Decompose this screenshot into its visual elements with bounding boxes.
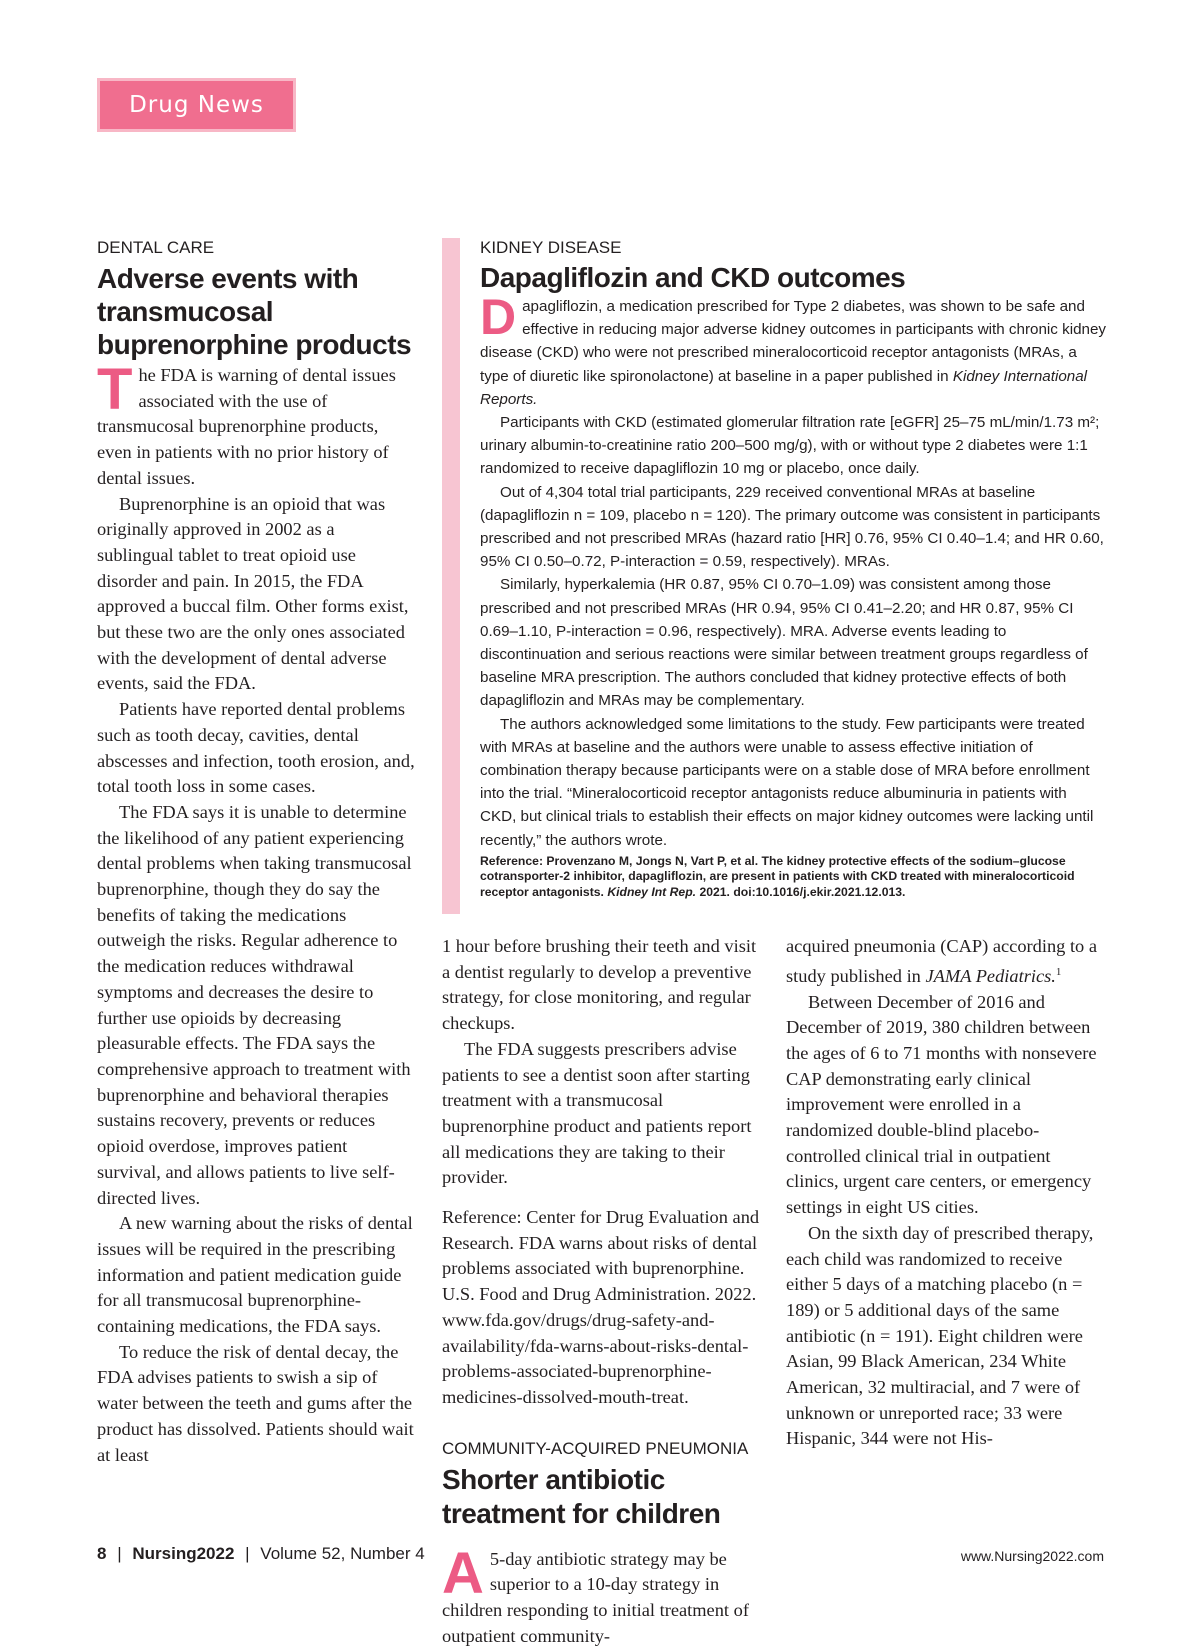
section-badge xyxy=(97,78,296,132)
footer-separator-1: | xyxy=(117,1544,122,1563)
kidney-headline: Dapagliflozin and CKD outcomes xyxy=(480,262,906,293)
dental-paragraph-2: Buprenorphine is an opioid that was originally approved in 2002 as a sublingual tablet to treat opioid use disorder and pain. In 2015, the FDA approved a buccal film. Other forms exist, but these two are the only ones associated with the development of dental adverse events, said the FDA. xyxy=(97,493,409,694)
dental-kicker: DENTAL CARE xyxy=(97,238,215,257)
kidney-reference-tail: 2021. doi:10.1016/j.ekir.2021.12.013. xyxy=(699,884,906,899)
footer-url[interactable]: www.Nursing2022.com xyxy=(960,1548,1104,1564)
pneumonia-paragraph-3: Between December of 2016 and December of 2019, 380 children between the ages of 6 to 71 months with nonsevere CAP demonstrating early clinical improvement were enrolled in a randomized double-blind placebo-controlled clinical trial in outpatient clinics, urgent care centers, or emergency settings in eight US cities. xyxy=(786,991,1097,1218)
kidney-paragraph-5: The authors acknowledged some limitations to the study. Few participants were treated with MRAs at baseline and the authors were unable to assess effective initiation of combination therapy because participants were on a stable dose of MRA before enrollment into the trial. “Mineralocorticoid receptor antagonists reduce albuminuria in patients with CKD, but clinical trials to establish their effects on major kidney outcomes were lacking until recently,” the authors wrote. xyxy=(480,715,1094,849)
kidney-reference xyxy=(480,854,1106,901)
kidney-reference-text: Reference: Provenzano M, Jongs N, Vart P, et al. The kidney protective effects of the sodium–glucose cotransporter-2 inhibitor, dapagliflozin, are present in patients with CKD treated with mineralocorticoid receptor antagonists. xyxy=(480,853,1075,899)
footer-left xyxy=(97,1544,425,1564)
dental-paragraph-4: The FDA says it is unable to determine the likelihood of any patient experiencing dental problems when taking transmucosal buprenorphine, though they do say the benefits of taking the medications outweigh the risks. Regular adherence to the medication reduces withdrawal symptoms and decreases the desire to further use opioids by decreasing pleasurable effects. The FDA says the comprehensive approach to treatment with buprenorphine and behavioral therapies sustains recovery, prevents or reduces opioid overdose, improves patient survival, and allows patients to live self-directed lives. xyxy=(97,801,412,1208)
dental-headline: Adverse events with transmucosal buprenorphine products xyxy=(97,263,412,360)
dental-article xyxy=(97,238,415,1468)
pneumonia-paragraph-1: 5-day antibiotic strategy may be superior to a 10-day strategy in children responding to initial treatment of outpatient community- xyxy=(442,1548,749,1646)
pneumonia-journal-name: JAMA Pediatrics. xyxy=(925,965,1056,986)
pneumonia-citation: 1 xyxy=(1055,965,1062,978)
pneumonia-headline: Shorter antibiotic treatment for children xyxy=(442,1463,721,1529)
pneumonia-drop-cap: A xyxy=(442,1540,484,1606)
issue-info: Volume 52, Number 4 xyxy=(260,1544,425,1563)
dental-drop-cap: T xyxy=(97,357,133,422)
pneumonia-article-continued xyxy=(786,934,1106,1452)
kidney-accent-bar xyxy=(442,238,460,914)
pneumonia-paragraph-2: acquired pneumonia (CAP) according to a study published in xyxy=(786,936,1098,986)
dental-paragraph-7: 1 hour before brushing their teeth and visit a dentist regularly to develop a preventive strategy, for close monitoring, and regular checkups. xyxy=(442,936,757,1034)
kidney-reference-journal: Kidney Int Rep. xyxy=(607,884,697,899)
dental-reference: Reference: Center for Drug Evaluation and Research. FDA warns about risks of dental problems associated with buprenorphine. U.S. Food and Drug Administration. 2022. www.fda.gov/drugs/drug-safety-and-availability/fda-warns-about-risks-dental-problems-associated-buprenorphine-medicines-dissolved-mouth-treat. xyxy=(442,1207,760,1407)
publication-name: Nursing2022 xyxy=(132,1544,235,1563)
kidney-drop-cap: D xyxy=(480,289,517,345)
footer-separator-2: | xyxy=(245,1544,250,1563)
kidney-paragraph-4: Similarly, hyperkalemia (HR 0.87, 95% CI 0.70–1.09) was consistent among those prescribed and not prescribed MRAs (HR 0.94, 95% CI 0.41–2.20; and HR 0.87, 95% CI 0.69–1.10, P-interaction = 0.96, respectively). MRA. Adverse events leading to discontinuation and serious reactions were similar between treatment groups regardless of baseline MRA prescription. The authors concluded that kidney protective effects of both dapagliflozin and MRAs may be complementary. xyxy=(480,576,1088,710)
dental-paragraph-5: A new warning about the risks of dental issues will be required in the prescribing information and patient medication guide for all transmucosal buprenorphine-containing medications, the FDA says. xyxy=(97,1213,413,1337)
dental-paragraph-3: Patients have reported dental problems such as tooth decay, cavities, dental abscesses and infection, tooth erosion, and, total tooth loss in some cases. xyxy=(97,699,415,797)
kidney-paragraph-3: Out of 4,304 total trial participants, 229 received conventional MRAs at baseline (dapagliflozin n = 109, placebo n = 120). The primary outcome was consistent in participants prescribed and not prescribed MRAs (hazard ratio [HR] 0.76, 95% CI 0.40–1.4; and HR 0.60, 95% CI 0.50–0.72, P-interaction = 0.59, respectively). MRAs. xyxy=(480,483,1104,571)
kidney-kicker: KIDNEY DISEASE xyxy=(480,238,622,257)
kidney-article xyxy=(480,238,1106,900)
kidney-journal-name: Kidney International Reports. xyxy=(480,367,1088,408)
dental-paragraph-6: To reduce the risk of dental decay, the FDA advises patients to swish a sip of water between the teeth and gums after the product has dissolved. Patients should wait at least xyxy=(97,1341,414,1465)
pneumonia-kicker: COMMUNITY-ACQUIRED PNEUMONIA xyxy=(442,1438,749,1458)
dental-article-continued xyxy=(442,934,762,1649)
dental-paragraph-8: The FDA suggests prescribers advise patients to see a dentist soon after starting treatment with a transmucosal buprenorphine product and patients report all medications they are taking to their provider. xyxy=(442,1038,752,1188)
pneumonia-paragraph-4: On the sixth day of prescribed therapy, each child was randomized to receive either 5 days of a matching placebo (n = 189) or 5 additional days of the same antibiotic (n = 191). Eight children were Asian, 99 Black American, 234 White American, 32 multiracial, and 7 were of unknown or unreported race; 33 were Hispanic, 344 were not His- xyxy=(786,1222,1094,1449)
section-badge-label: Drug News xyxy=(129,92,264,118)
dental-paragraph-1: he FDA is warning of dental issues associated with the use of transmucosal buprenorphine products, even in patients with no prior history of dental issues. xyxy=(97,365,396,488)
kidney-paragraph-1: apagliflozin, a medication prescribed for Type 2 diabetes, was shown to be safe and effective in reducing major adverse kidney outcomes in participants with chronic kidney disease (CKD) who were not prescribed mineralocorticoid receptor antagonists (MRAs, a type of diuretic like spironolactone) at baseline in a paper published in xyxy=(480,298,1106,385)
kidney-paragraph-2: Participants with CKD (estimated glomerular filtration rate [eGFR] 25–75 mL/min/1.73 m²; urinary albumin-to-creatinine ratio 200–500 mg/g), with or without type 2 diabetes were 1:1 randomized to receive dapagliflozin 10 mg or placebo, once daily. xyxy=(480,414,1100,478)
page-number: 8 xyxy=(97,1544,107,1563)
